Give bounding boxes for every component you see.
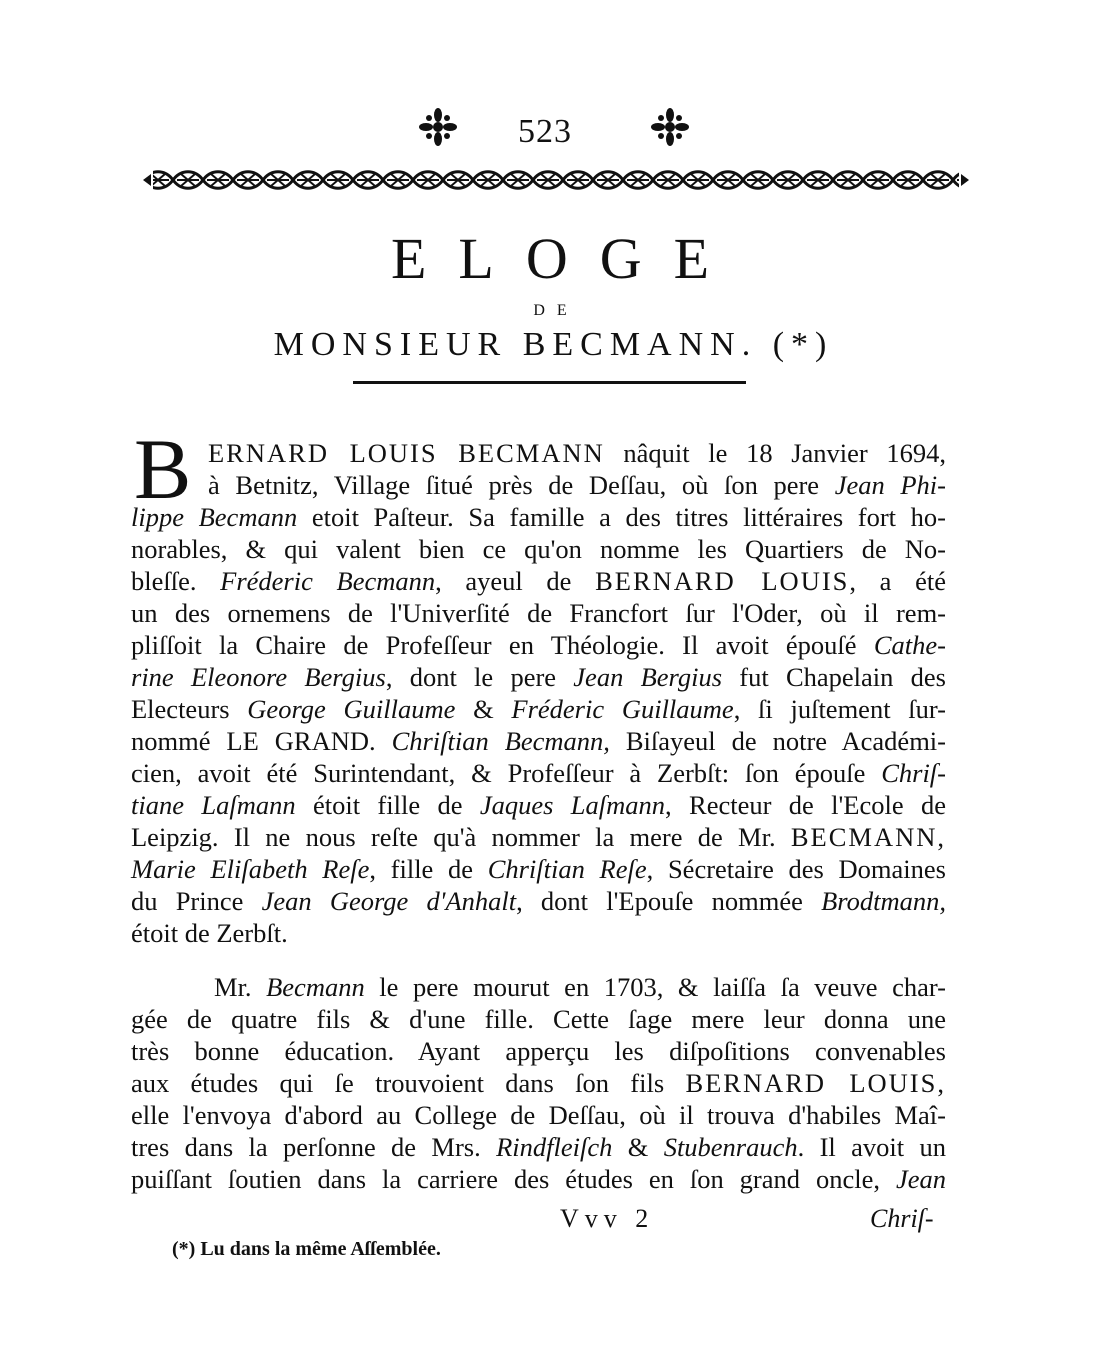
text-line: Marie Eliſabeth Reſe, fille de Chriſtian Reſe, Sécretaire des Domaines [131, 854, 946, 884]
text-line: Mr. Becmann le pere mourut en 1703, & laiſſa ſa veuve char- [214, 972, 946, 1002]
footnote: (*) Lu dans la même Aſſemblée. [172, 1238, 441, 1260]
text-line: bleſſe. Fréderic Becmann, ayeul de BERNARD LOUIS, a été [131, 566, 946, 596]
floral-ornament-icon [650, 108, 690, 153]
text-line: très bonne éducation. Ayant apperçu les diſpoſitions convenables [131, 1036, 946, 1066]
text-line: aux études qui ſe trouvoient dans ſon fils BERNARD LOUIS, [131, 1068, 946, 1098]
text-line: Electeurs George Guillaume & Fréderic Guillaume, ſi juſtement ſur- [131, 694, 946, 724]
text-line: gée de quatre fils & d'une fille. Cette ſage mere leur donna une [131, 1004, 946, 1034]
text-line: nommé LE GRAND. Chriſtian Becmann, Biſayeul de notre Académi- [131, 726, 946, 756]
text-line: tres dans la perſonne de Mrs. Rindfleiſch & Stubenrauch. Il avoit un [131, 1132, 946, 1162]
text-line: puiſſant ſoutien dans la carriere des études en ſon grand oncle, Jean [131, 1164, 946, 1194]
title-preposition: DE [533, 302, 579, 319]
title-rule [353, 381, 746, 384]
catchword: Chriſ- [870, 1204, 934, 1233]
text-line: à Betnitz, Village ſitué près de Deſſau, où ſon pere Jean Phi- [208, 470, 946, 500]
text-line: norables, & qui valent bien ce qu'on nomme les Quartiers de No- [131, 534, 946, 564]
text-line: lippe Becmann etoit Paſteur. Sa famille a des titres littéraires fort ho- [131, 502, 946, 532]
text-line: ERNARD LOUIS BECMANN nâquit le 18 Janvier 1694, [208, 438, 946, 468]
text-line: rine Eleonore Bergius, dont le pere Jean Bergius fut Chapelain des [131, 662, 946, 692]
text-line: Leipzig. Il ne nous reſte qu'à nommer la mere de Mr. BECMANN, [131, 822, 946, 852]
rope-border [143, 169, 969, 191]
title-subject: MONSIEUR BECMANN. (*) [273, 326, 834, 363]
text-line: étoit de Zerbſt. [131, 918, 288, 948]
floral-ornament-icon [418, 108, 458, 153]
text-line: pliſſoit la Chaire de Profeſſeur en Théologie. Il avoit épouſé Cathe- [131, 630, 946, 660]
text-line: elle l'envoya d'abord au College de Deſſau, où il trouva d'habiles Maî- [131, 1100, 946, 1130]
text-line: cien, avoit été Surintendant, & Profeſſeur à Zerbſt: ſon épouſe Chriſ- [131, 758, 946, 788]
text-line: tiane Laſmann étoit fille de Jaques Laſmann, Recteur de l'Ecole de [131, 790, 946, 820]
drop-cap: B [134, 421, 192, 517]
page-title: ELOGE [390, 226, 742, 291]
text-line: un des ornemens de l'Univerſité de Francfort ſur l'Oder, où il rem- [131, 598, 946, 628]
text-line: du Prince Jean George d'Anhalt, dont l'Epouſe nommée Brodtmann, [131, 886, 946, 916]
signature-mark: Vvv 2 [560, 1204, 655, 1233]
page-number: 523 [518, 113, 572, 150]
